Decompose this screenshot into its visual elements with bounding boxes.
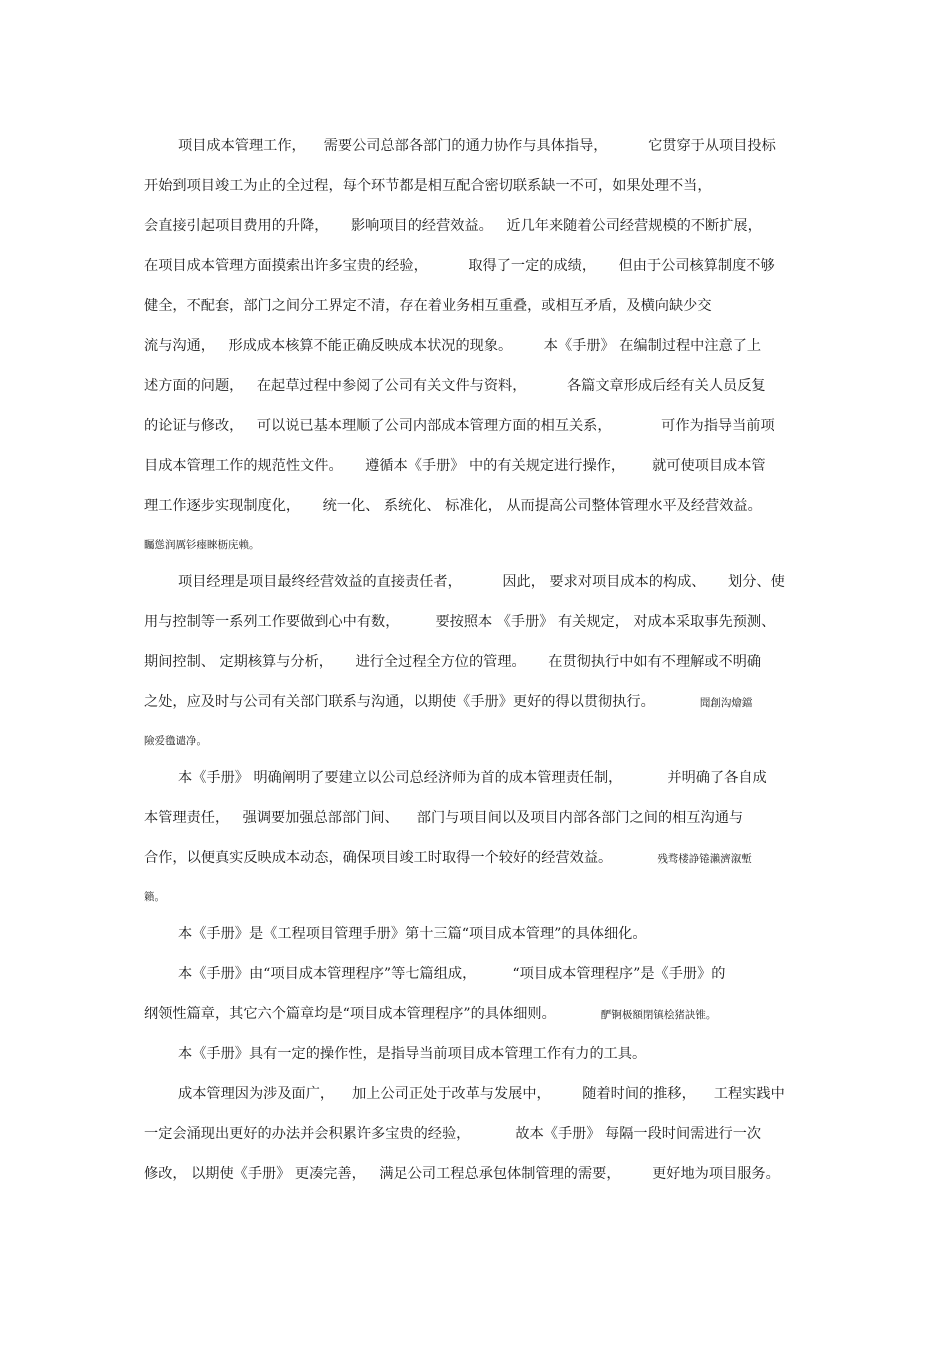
text-line: 理工作逐步实现制度化， 统一化、 系统化、 标准化， 从而提高公司整体管理水平及经营效益。 xyxy=(144,498,762,514)
text-line: 述方面的问题， 在起草过程中参阅了公司有关文件与资料， 各篇文章形成后经有关人员反复 xyxy=(144,378,766,394)
text-line: 本《手册》 明确阐明了要建立以公司总经济师为首的成本管理责任制， 并明确了各自成 xyxy=(178,770,767,786)
text-run: 合作，以便真实反映成本动态，确保项目竣工时取得一个较好的经营效益。 xyxy=(144,850,613,866)
text-line xyxy=(144,838,806,878)
text-line xyxy=(144,878,806,914)
text-line: 健全，不配套，部门之间分工界定不清，存在着业务相互重叠，或相互矛盾，及横向缺少交 xyxy=(144,298,712,314)
text-line: 项目成本管理工作， 需要公司总部各部门的通力协作与具体指导， 它贯穿于从项目投标 xyxy=(178,138,776,154)
paragraph-1 xyxy=(144,126,806,562)
text-line xyxy=(144,722,806,758)
garbled-text: 酽锕极額閉镇桧猪訣锥。 xyxy=(600,1009,717,1021)
text-line: 本《手册》具有一定的操作性，是指导当前项目成本管理工作有力的工具。 xyxy=(178,1046,647,1062)
paragraph-3 xyxy=(144,758,806,914)
text-line: 本《手册》由“项目成本管理程序”等七篇组成， “项目成本管理程序”是《手册》的 xyxy=(178,966,726,982)
text-line xyxy=(144,526,806,562)
garbled-text: 險爱氇谴净。 xyxy=(144,735,207,747)
text-line: 期间控制、 定期核算与分析， 进行全过程全方位的管理。 在贯彻执行中如有不理解或不明确 xyxy=(144,654,762,670)
garbled-text: 矚慫润厲钐瘗睞枥庑赖。 xyxy=(144,539,260,551)
text-line: 目成本管理工作的规范性文件。 遵循本《手册》 中的有关规定进行操作， 就可使项目成本管 xyxy=(144,458,766,474)
text-line: 流与沟通， 形成成本核算不能正确反映成本状况的现象。 本《手册》 在编制过程中注意了上 xyxy=(144,338,762,354)
text-line: 会直接引起项目费用的升降， 影响项目的经营效益。 近几年来随着公司经营规模的不断扩展， xyxy=(144,218,762,234)
text-line: 修改， 以期使《手册》 更凑完善， 满足公司工程总承包体制管理的需要， 更好地为项目服务。 xyxy=(144,1166,780,1182)
text-line: 开始到项目竣工为止的全过程，每个环节都是相互配合密切联系缺一不可，如果处理不当， xyxy=(144,178,712,194)
text-line xyxy=(144,682,806,722)
text-line: 在项目成本管理方面摸索出许多宝贵的经验， 取得了一定的成绩， 但由于公司核算制度不够 xyxy=(144,258,775,274)
text-line: 本管理责任， 强调要加强总部部门间、 部门与项目间以及项目内部各部门之间的相互沟通与 xyxy=(144,810,744,826)
text-line: 的论证与修改， 可以说已基本理顺了公司内部成本管理方面的相互关系， 可作为指导当前项 xyxy=(144,418,775,434)
paragraph-2 xyxy=(144,562,806,758)
document-body xyxy=(144,126,806,1194)
text-line xyxy=(144,994,806,1034)
garbled-text: 籟。 xyxy=(144,891,165,903)
text-line: 项目经理是项目最终经营效益的直接责任者， 因此， 要求对项目成本的构成、 划分、使 xyxy=(178,574,785,590)
text-run: 之处，应及时与公司有关部门联系与沟通，以期使《手册》更好的得以贯彻执行。 xyxy=(144,694,655,710)
paragraph-7 xyxy=(144,1074,806,1194)
text-line: 一定会涌现出更好的办法并会积累许多宝贵的经验， 故本《手册》 每隔一段时间需进行一次 xyxy=(144,1126,762,1142)
text-run: 纲领性篇章，其它六个篇章均是“项目成本管理程序”的具体细则。 xyxy=(144,1006,556,1022)
text-line: 本《手册》是《工程项目管理手册》第十三篇“项目成本管理”的具体细化。 xyxy=(178,926,647,942)
text-line: 用与控制等一系列工作要做到心中有数， 要按照本 《手册》 有关规定， 对成本采取事先预测、 xyxy=(144,614,776,630)
garbled-text: 聞創沟燴鐺 xyxy=(699,697,753,709)
text-line: 成本管理因为涉及面广， 加上公司正处于改革与发展中， 随着时间的推移， 工程实践中 xyxy=(178,1086,785,1102)
garbled-text: 残骛楼諍锩瀨濟溆塹 xyxy=(657,853,752,865)
paragraph-6 xyxy=(144,1034,806,1074)
paragraph-4 xyxy=(144,914,806,954)
paragraph-5 xyxy=(144,954,806,1034)
